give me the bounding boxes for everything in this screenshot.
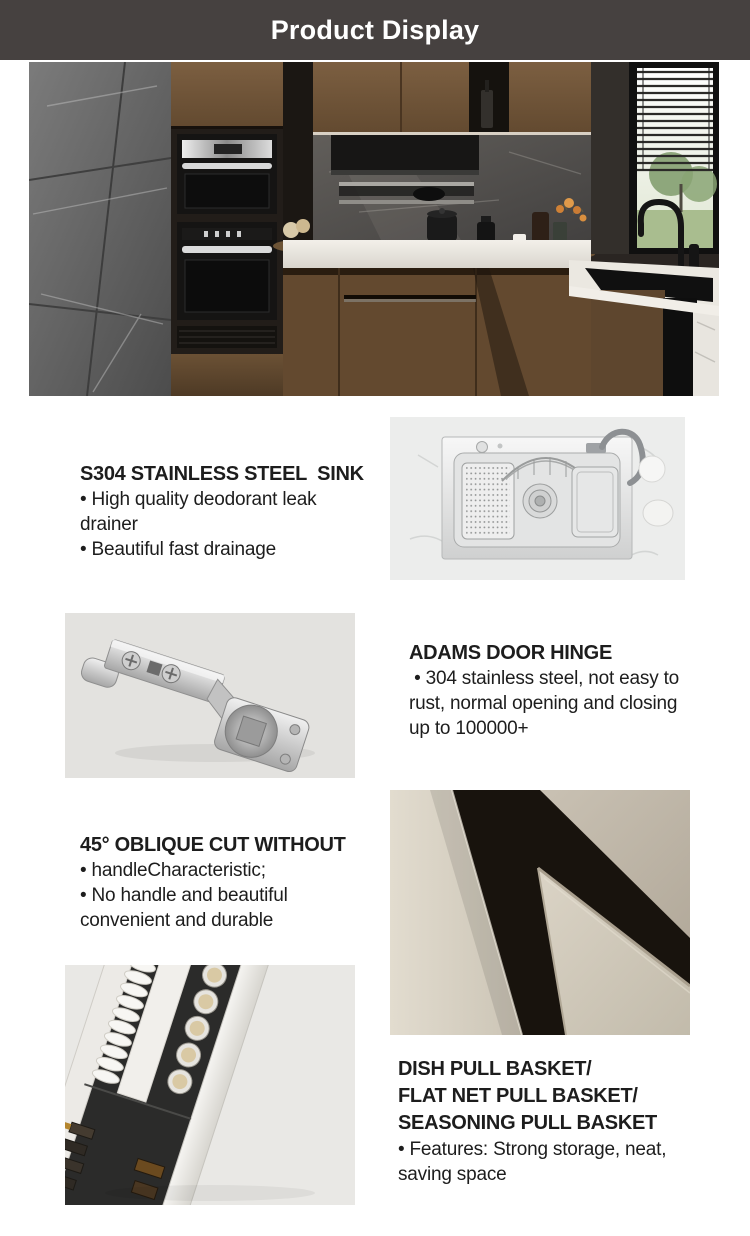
section-oblique-heading: 45° OBLIQUE CUT WITHOUT xyxy=(80,834,346,856)
kitchen-photo xyxy=(29,62,719,396)
cabinet-edge-illustration xyxy=(390,790,690,1035)
section-oblique-text xyxy=(80,833,352,933)
section-hinge-bullet: • 304 stainless steel, not easy to rust, normal opening and closing up to 100000+ xyxy=(409,668,685,739)
section-baskets-heading-line: DISH PULL BASKET/ xyxy=(398,1058,592,1080)
section-sink-bullet: • High quality deodorant leak drainer xyxy=(80,489,322,535)
section-hinge-text xyxy=(409,641,689,741)
oblique-cut-cabinet-photo xyxy=(390,790,690,1035)
section-sink-text xyxy=(80,462,364,562)
section-oblique-bullet: • No handle and beautiful convenient and durable xyxy=(80,885,293,931)
section-baskets-heading-line: SEASONING PULL BASKET xyxy=(398,1112,657,1134)
section-sink-bullet: • Beautiful fast drainage xyxy=(80,539,277,560)
section-baskets-heading-line: FLAT NET PULL BASKET/ xyxy=(398,1085,638,1107)
sink-illustration xyxy=(390,417,685,580)
pull-basket-photo xyxy=(65,965,355,1205)
section-baskets-text xyxy=(398,1056,676,1187)
door-hinge-photo xyxy=(65,613,355,778)
section-oblique-bullet: • handleCharacteristic; xyxy=(80,860,266,881)
stainless-steel-sink-photo xyxy=(390,417,685,580)
hinge-illustration xyxy=(65,613,355,778)
page-title-bar xyxy=(0,0,750,60)
section-baskets-bullet: • Features: Strong storage, neat, saving space xyxy=(398,1139,672,1185)
section-hinge-heading: ADAMS DOOR HINGE xyxy=(409,642,612,664)
pull-basket-illustration xyxy=(65,965,355,1205)
section-sink-heading: S304 STAINLESS STEEL SINK xyxy=(80,463,364,485)
kitchen-photo-illustration xyxy=(29,62,719,396)
page-title: Product Display xyxy=(270,14,480,45)
